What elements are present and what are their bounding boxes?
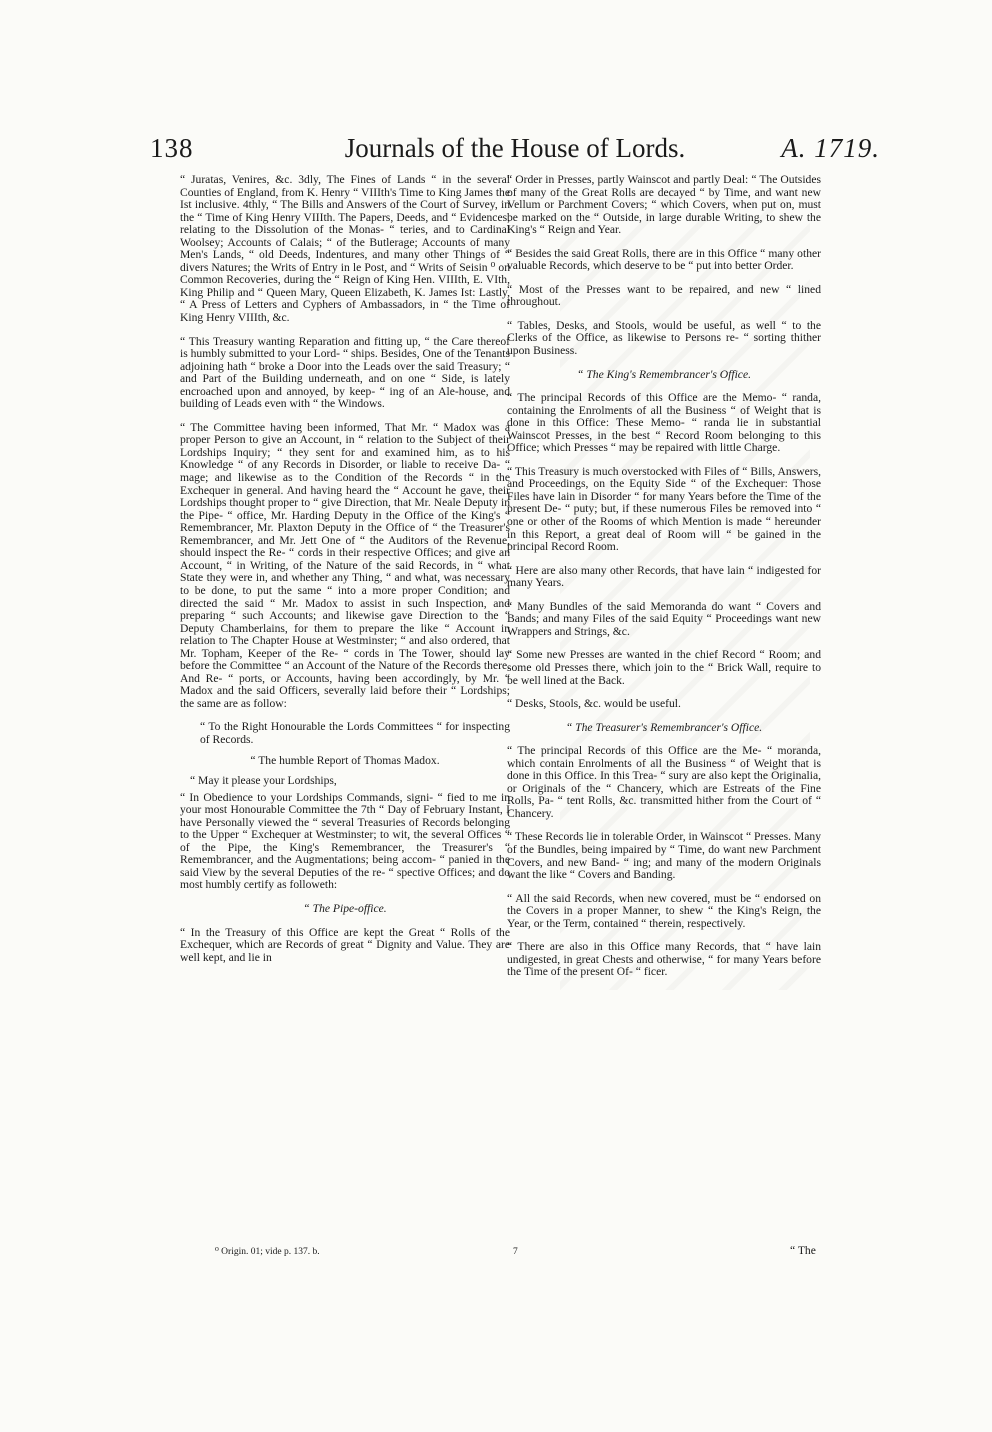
paragraph: “ All the said Records, when new covered, must be “ endorsed on the Covers in a proper Manner, to shew “ the King's Reign, the Year, or the Term, contained “ therein, respectively. <box>507 891 821 930</box>
left-column <box>180 174 510 975</box>
paragraph: “ In the Treasury of this Office are kept the Great “ Rolls of the Exchequer, which are Records of great “ Dignity and Value. They are well kept, and lie in <box>180 925 510 964</box>
paragraph: “ Some new Presses are wanted in the chief Record “ Room; and some old Presses there, which join to the “ Brick Wall, require to be well lined at the Back. <box>507 648 821 687</box>
catchword: “ The <box>790 1244 816 1257</box>
salutation: “ May it please your Lordships, <box>190 774 337 788</box>
paragraph: “ The principal Records of this Office are the Me- “ moranda, which contain Enrolments of all the Business “ of Weight that is done in this Office. In this Trea- “ sury are also kept the Originalia, or Originals of the “ Chancery, which are Estreats of the Fine Rolls, Pa- “ tent Rolls, &c. transmitted hither from the Court of “ Chancery. <box>507 744 821 820</box>
paragraph: “ Order in Presses, partly Wainscot and partly Deal: “ The Outsides of many of the Great Rolls are decayed “ by Time, and want new Vellum or Parchment Covers; “ which Covers, when put on, must be marked on the “ Outside, in large durable Writing, to shew the King's “ Reign and Year. <box>507 173 821 237</box>
address-line: “ To the Right Honourable the Lords Committees “ for inspecting of Records. <box>200 720 510 746</box>
section-heading: “ The Treasurer's Remembrancer's Office. <box>565 720 763 734</box>
right-column <box>507 174 821 990</box>
paragraph: “ Here are also many other Records, that have lain “ indigested for many Years. <box>507 563 821 590</box>
paragraph: “ Tables, Desks, and Stools, would be useful, as well “ to the Clerks of the Office, as likewise to Persons re- “ sorting thither upon Business. <box>507 318 821 358</box>
section-heading: “ The Pipe-office. <box>303 901 387 915</box>
paragraph: “ There are also in this Office many Records, that “ have lain undigested, in great Chests and otherwise, “ for many Years before the Time of the present Of- “ ficer. <box>507 940 821 979</box>
running-title: Journals of the House of Lords. <box>344 133 686 163</box>
paragraph: “ This Treasury is much overstocked with Files of “ Bills, Answers, and Proceedings, on the Equity Side “ of the Exchequer: Those Files have lain in Disorder “ for many Years before the Time of the present De- “ puty; but, if these numerous Files be removed into “ one or other of the Rooms of which Mention is made “ hereunder in this Report, a great deal of Room will “ be gained in the principal Record Room. <box>507 464 821 554</box>
paragraph: “ These Records lie in tolerable Order, in Wainscot “ Presses. Many of the Bundles, being impaired by “ Time, do want new Parchment Covers, and new Band- “ ing; and many of the modern Originals want the like “ Covers and Banding. <box>507 830 822 882</box>
paragraph: “ Besides the said Great Rolls, there are in this Office “ many other valuable Records, which deserve to be “ put into better Order. <box>507 246 821 273</box>
page-year: A. 1719. <box>781 133 880 163</box>
paragraph: “ Most of the Presses want to be repaired, and new “ lined throughout. <box>507 282 821 309</box>
signature-mark: 7 <box>513 1247 518 1257</box>
paragraph: “ The principal Records of this Office are the Memo- “ randa, containing the Enrolments of all the Business “ of Weight that is done in this Office: These Memo- “ randa lie in substantial Wainscot Presses, in the best “ Record Room belonging to this Office; which Presses “ may be repaired with little Charge. <box>507 391 821 455</box>
section-heading: “ The King's Remembrancer's Office. <box>576 367 751 381</box>
paragraph: “ Desks, Stools, &c. would be useful. <box>507 697 681 711</box>
page-header <box>150 133 880 167</box>
paragraph: “ In Obedience to your Lordships Commands, signi- “ fied to me in your most Honourable Committee the 7th “ Day of February Instant, I have Personally viewed the “ several Treasuries of Records belonging to the Upper “ Exchequer at Westminster; to wit, the several Offices “ of the Pipe, the King's Remembrancer, the Treasurer's “ Remembrancer, and the Augmentations; being accom- “ panied in the said View by the several Deputies of the re- “ spective Offices; and do most humbly certify as followeth: <box>180 790 510 892</box>
page-number: 138 <box>150 133 194 163</box>
report-title: “ The humble Report of Thomas Madox. <box>250 753 440 767</box>
paragraph: “ The Committee having been informed, That Mr. “ Madox was a proper Person to give an Account, in “ relation to the Subject of their Lordships Inquiry; “ they sent for and examined him, as to his Knowledge “ of any Records in Disorder, or liable to receive Da- “ mage; and likewise as to the Condition of the Records “ in the Exchequer in general. And having heard the “ Account he gave, their Lordships thought proper to “ give Direction, that Mr. Neale Deputy in the Pipe- “ office, Mr. Harding Deputy in the Office of the King's “ Remembrancer, Mr. Plaxton Deputy in the Office of “ the Treasurer's Remembrancer, and Mr. Jett One of “ the Auditors of the Revenue, should inspect the Re- “ cords in their respective Offices; and give an Account, “ in Writing, of the Nature of the said Records, in “ what State they were in, and whether any Thing, “ and what, was necessary to be done, to put the same “ into a more proper Condition; and directed the said “ Mr. Madox to assist in such Inspection, and preparing “ such Accounts; and likewise gave Direction to the “ Deputy Chamberlains, for them to prepare the like “ Account in relation to The Chapter House at Westminster; “ and also ordered, that Mr. Topham, Keeper of the Re- “ cords in The Tower, should lay before the Committee “ an Account of the Nature of the Records there. And Re- “ ports, or Accounts, having been accordingly, by Mr. “ Madox and the said Officers, severally laid before their “ Lordships; the same are as follow: <box>180 420 510 710</box>
paragraph: “ Many Bundles of the said Memoranda do want “ Covers and Bands; and many Files of the said Equity “ Proceedings want new Wrappers and Strings, &c. <box>507 599 821 638</box>
paragraph: “ Juratas, Venires, &c. 3dly, The Fines of Lands “ in the several Counties of England, from K. Henry “ VIIIth's Time to King James the Ist inclusive. 4thly, “ The Bills and Answers of the Court of Survey, in the “ Time of King Henry VIIIth. The Papers, Deeds, and “ Evidences, relating to the Dissolution of the Monas- “ teries, and to Cardinal Woolsey; Accounts of Calais; “ of the Butlerage; Accounts of many Men's Lands, “ old Deeds, Indentures, and many other Things of “ divers Natures; the Writs of Entry in le Post, and “ Writs of Seisin ⁰ on Common Recoveries, during the “ Reign of King Hen. VIIIth, E. VIth, King Philip and “ Queen Mary, Queen Elizabeth, K. James Ist: Lastly, “ A Press of Letters and Cyphers of Ambassadors, in “ the Time of King Henry VIIIth, &c. <box>180 173 510 325</box>
paragraph: “ This Treasury wanting Reparation and fitting up, “ the Care thereof is humbly submitted to your Lord- “ ships. Besides, One of the Tenants adjoining hath “ broke a Door into the Leads over the said Treasury; “ and Part of the Building underneath, and on one “ Side, is lately encroached upon and annoyed, by keep- “ ing of an Ale-house, and building of Leads even with “ the Windows. <box>180 334 511 411</box>
footnote: ⁰ Origin. 01; vide p. 137. b. <box>215 1247 320 1257</box>
